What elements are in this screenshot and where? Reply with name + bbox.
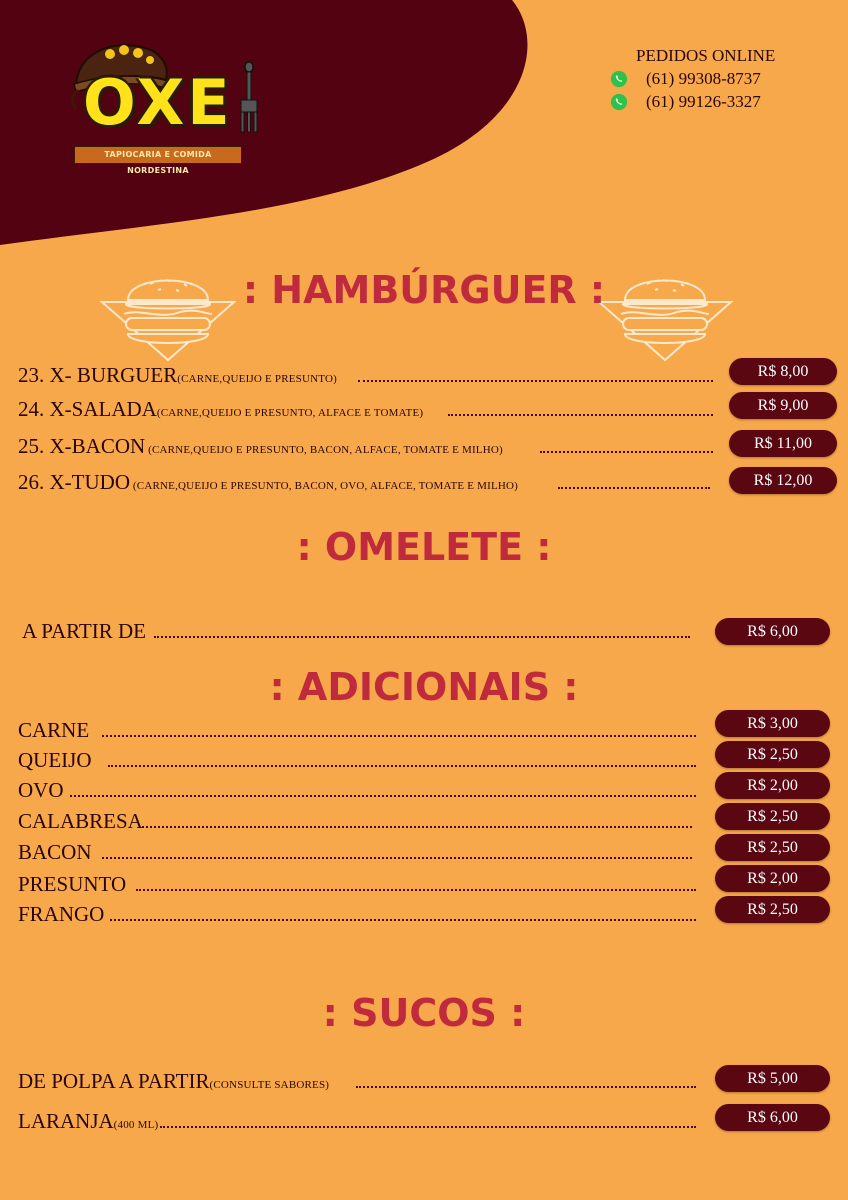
dot-leader [102, 735, 696, 737]
fork-icon [238, 58, 260, 138]
item-name: CALABRESA [18, 809, 143, 833]
contact-title: PEDIDOS ONLINE [636, 46, 776, 65]
dot-leader [154, 636, 690, 638]
price-badge: R$ 5,00 [715, 1065, 830, 1092]
dot-leader [102, 857, 692, 859]
dot-leader [136, 889, 696, 891]
dot-leader [70, 795, 696, 797]
section-title-hamburguer: : HAMBÚRGUER : [242, 268, 606, 312]
price-badge: R$ 11,00 [729, 430, 837, 457]
dot-leader [108, 765, 696, 767]
logo-text: OXE [83, 66, 233, 139]
item-name: CARNE [18, 718, 90, 742]
price-badge: R$ 8,00 [729, 358, 837, 385]
section-title-sucos: : SUCOS : [322, 991, 526, 1035]
dot-leader [160, 1126, 696, 1128]
phone-line-2[interactable] [610, 92, 761, 112]
item-name: FRANGO [18, 902, 105, 926]
item-name: QUEIJO [18, 748, 92, 772]
price-badge: R$ 2,00 [715, 865, 830, 892]
item-name: OVO [18, 778, 64, 802]
whatsapp-icon [610, 70, 628, 88]
item-desc: (CARNE,QUEIJO E PRESUNTO, ALFACE E TOMATE) [156, 407, 424, 419]
dot-leader [558, 487, 710, 489]
item-name: 26. X-TUDO [18, 470, 130, 494]
dot-leader [110, 919, 696, 921]
section-title-omelete: : OMELETE : [296, 525, 552, 569]
price-badge: R$ 12,00 [729, 467, 837, 494]
price-badge: R$ 2,00 [715, 772, 830, 799]
whatsapp-icon [610, 93, 628, 111]
item-name: A PARTIR DE [22, 619, 146, 643]
price-badge: R$ 2,50 [715, 896, 830, 923]
item-name: PRESUNTO [18, 872, 127, 896]
brand-logo [58, 40, 248, 175]
dot-leader [142, 826, 692, 828]
section-title-adicionais: : ADICIONAIS : [269, 665, 579, 709]
price-badge: R$ 3,00 [715, 710, 830, 737]
price-badge: R$ 2,50 [715, 803, 830, 830]
dot-leader [356, 1086, 696, 1088]
item-name: 25. X-BACON [18, 434, 146, 458]
item-desc: (CARNE,QUEIJO E PRESUNTO, BACON, ALFACE, TOMATE E MILHO) [145, 444, 503, 456]
item-name: BACON [18, 840, 92, 864]
brand-tagline: TAPIOCARIA E COMIDA NORDESTINA [74, 146, 242, 164]
item-name: 24. X-SALADA [18, 397, 157, 421]
price-badge: R$ 9,00 [729, 392, 837, 419]
item-name: LARANJA [18, 1109, 114, 1133]
phone-line-1[interactable] [610, 69, 761, 89]
item-desc: (CARNE,QUEIJO E PRESUNTO, BACON, OVO, ALFACE, TOMATE E MILHO) [129, 480, 519, 492]
dot-leader [448, 414, 713, 416]
dot-leader [540, 451, 713, 453]
price-badge: R$ 6,00 [715, 1104, 830, 1131]
phone-number: (61) 99126-3327 [646, 92, 761, 111]
dot-leader [358, 380, 713, 382]
price-badge: R$ 2,50 [715, 834, 830, 861]
item-desc: (CONSULTE SABORES) [209, 1079, 330, 1091]
item-desc: (400 ML) [113, 1119, 159, 1131]
price-badge: R$ 2,50 [715, 741, 830, 768]
item-name: DE POLPA A PARTIR [18, 1069, 210, 1093]
item-name: 23. X- BURGUER [18, 363, 178, 387]
phone-number: (61) 99308-8737 [646, 69, 761, 88]
item-desc: (CARNE,QUEIJO E PRESUNTO) [177, 373, 337, 385]
price-badge: R$ 6,00 [715, 618, 830, 645]
